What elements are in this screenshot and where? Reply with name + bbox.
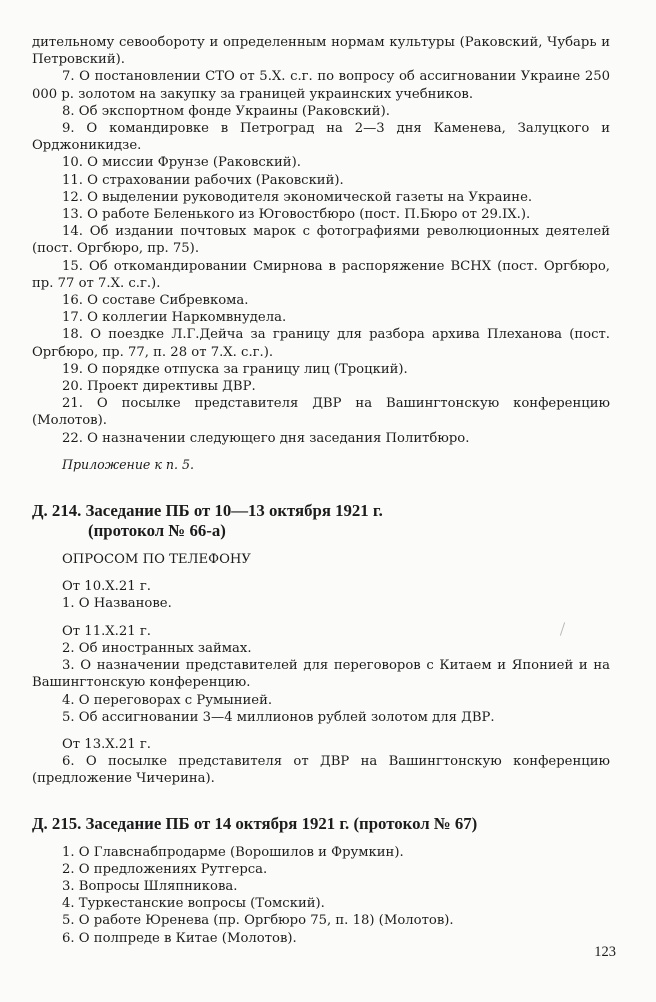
list-item: 3. Вопросы Шляпникова. [62, 878, 238, 894]
doc-214-title-line1: Д. 214. Заседание ПБ от 10—13 октября 1921 г. [32, 501, 383, 521]
list-item: 1. О Главснабпродарме (Ворошилов и Фрумкин). [62, 844, 404, 860]
appendix-note: Приложение к п. 5. [62, 456, 195, 472]
date-label: От 13.X.21 г. [62, 736, 151, 752]
list-item: 6. О полпреде в Китае (Молотов). [62, 930, 297, 946]
doc-215-items [32, 844, 610, 947]
list-item: 4. О переговорах с Румынией. [62, 692, 273, 708]
doc-214-heading [32, 501, 610, 541]
list-item: 5. Об ассигновании 3—4 миллионов рублей золотом для ДВР. [62, 709, 495, 725]
prev-protocol-items [32, 34, 610, 473]
date-label: От 11.X.21 г. [62, 623, 151, 639]
list-item: 19. О порядке отпуска за границу лиц (Троцкий). [62, 361, 408, 377]
list-item: 21. О посылке представителя ДВР на Вашингтонскую конференцию (Молотов). [32, 396, 610, 429]
doc-215-heading: Д. 215. Заседание ПБ от 14 октября 1921 г. (протокол № 67) [32, 813, 478, 833]
date-label: От 10.X.21 г. [62, 579, 151, 595]
list-item: 11. О страховании рабочих (Раковский). [62, 172, 344, 188]
list-item: 6. О посылке представителя от ДВР на Вашингтонскую конференцию (предложение Чичерина). [32, 754, 610, 787]
list-item: 22. О назначении следующего дня заседания Политбюро. [62, 430, 470, 446]
list-item: 13. О работе Беленького из Юговостбюро (пост. П.Бюро от 29.IX.). [62, 207, 531, 223]
list-item: 8. Об экспортном фонде Украины (Раковский). [62, 103, 390, 119]
list-item: 1. О Названове. [62, 596, 172, 612]
list-item: 2. Об иностранных займах. [62, 640, 252, 656]
list-item: 7. О постановлении СТО от 5.X. с.г. по вопросу об ассигновании Украине 250 000 р. золотом на закупку за границей украинских учебников. [32, 69, 610, 102]
list-item: 12. О выделении руководителя экономической газеты на Украине. [62, 189, 533, 205]
list-item: дительному севообороту и определенным нормам культуры (Раковский, Чубарь и Петровский). [32, 35, 610, 68]
list-item: 5. О работе Юренева (пр. Оргбюро 75, п. 18) (Молотов). [62, 913, 454, 929]
list-item: 20. Проект директивы ДВР. [62, 379, 256, 395]
list-item: 2. О предложениях Рутгерса. [62, 861, 268, 877]
list-item: 4. Туркестанские вопросы (Томский). [62, 896, 325, 912]
doc-214-title-line2: (протокол № 66-а) [88, 521, 226, 541]
list-item: 15. Об откомандировании Смирнова в распоряжение ВСНХ (пост. Оргбюро, пр. 77 от 7.X. с.г.). [32, 258, 610, 291]
list-item: 14. Об издании почтовых марок с фотографиями революционных деятелей (пост. Оргбюро, пр. 75). [32, 224, 610, 257]
doc-214-subtitle: ОПРОСОМ ПО ТЕЛЕФОНУ [62, 552, 251, 568]
list-item: 10. О миссии Фрунзе (Раковский). [62, 155, 301, 171]
list-item: 16. О составе Сибревкома. [62, 293, 249, 309]
document-page [32, 34, 610, 947]
list-item: 9. О командировке в Петроград на 2—3 дня Каменева, Залуцкого и Орджоникидзе. [32, 121, 610, 154]
page-number: 123 [594, 944, 616, 960]
list-item: 17. О коллегии Наркомвнудела. [62, 310, 287, 326]
list-item: 3. О назначении представителей для переговоров с Китаем и Японией и на Вашингтонскую конференцию. [32, 658, 610, 691]
list-item: 18. О поездке Л.Г.Дейча за границу для разбора архива Плеханова (пост. Оргбюро, пр. 77, п. 28 от 7.X. с.г.). [32, 327, 610, 360]
